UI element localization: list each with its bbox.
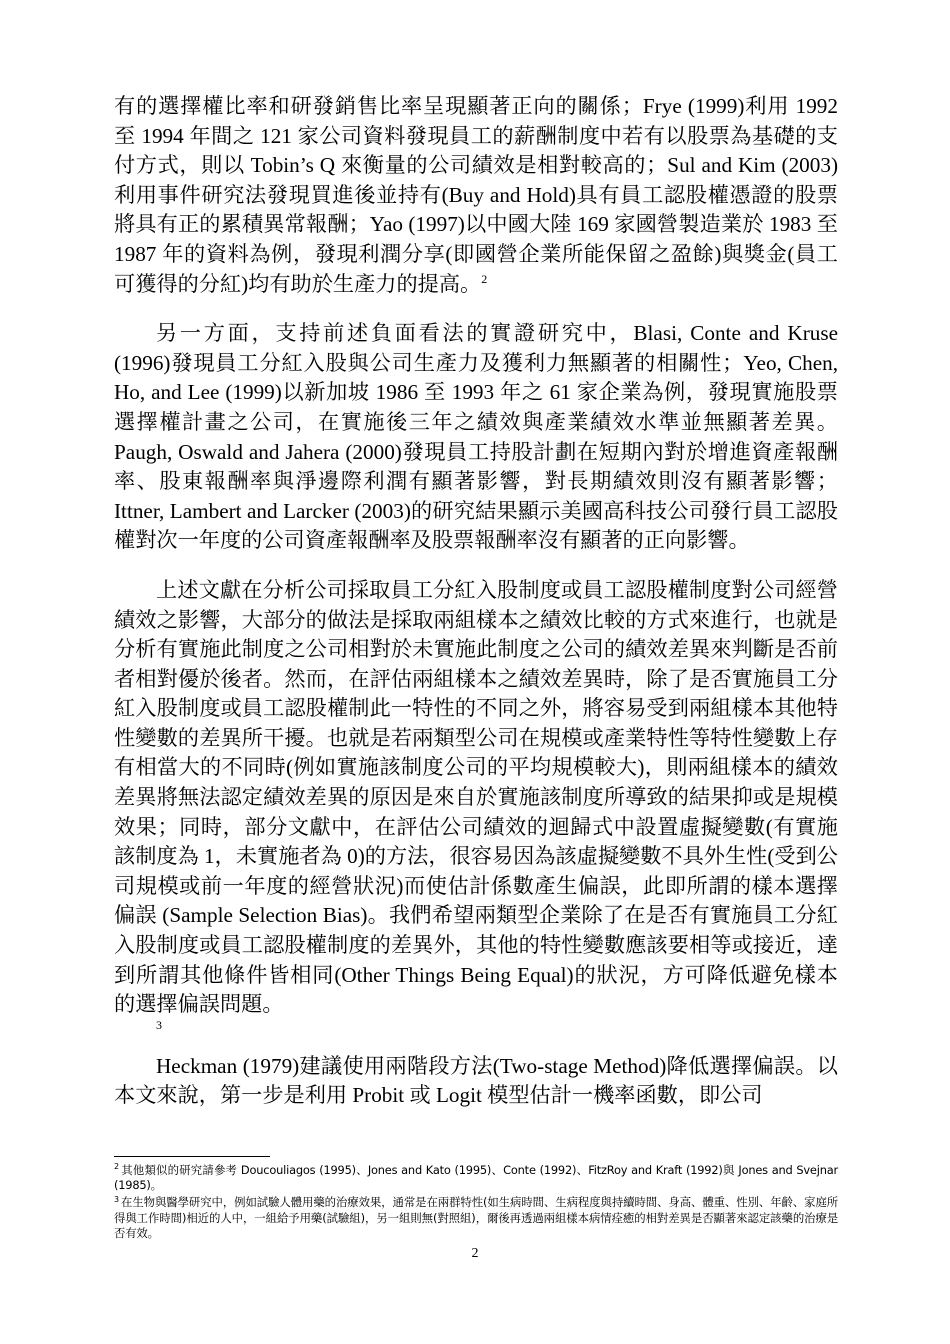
paragraph-2-text: 另一方面，支持前述負面看法的實證研究中，Blasi, Conte and Kruse (1996)發現員工分紅入股與公司生產力及獲利力無顯著的相關性；Yeo, Chen, Ho, and Lee (1999)以新加坡 1986 至 1993 年之 61 家企業為例，發現實施股票選擇權計畫之公司，在實施後三年之績效與產業績效水準並無顯著差異。Paugh, Oswald and Jahera (2000)發現員工持股計劃在短期內對於增進資產報酬率、股東報酬率與淨邊際利潤有顯著影響，對長期績效則沒有顯著影響；Ittner, Lambert and Larcker (2003)的研究結果顯示美國高科技公司發行員工認股權對次一年度的公司資產報酬率及股票報酬率沒有顯著的正向影響。 <box>114 321 838 553</box>
footnote-text: 在生物與醫學研究中，例如試驗人體用藥的治療效果，通常是在兩群特性(如生病時間、生病程度與持續時間、身高、體重、性別、年齡、家庭所得與工作時間)相近的人中，一組給予用藥(試驗組)，另一組則無(對照組)，爾後再透過兩組樣本病情痊癒的相對差異是否顯著來認定該藥的治療是否有效。 <box>114 1195 838 1240</box>
paragraph-4 <box>114 1052 838 1111</box>
footnote-ref-2[interactable]: 2 <box>481 271 488 286</box>
footnote-ref-3[interactable]: 3 <box>156 1017 162 1032</box>
footnote-3 <box>114 1195 838 1241</box>
paragraph-1 <box>114 92 838 299</box>
paragraph-4-text: Heckman (1979)建議使用兩階段方法(Two-stage Method)降低選擇偏誤。以本文來說，第一步是利用 Probit 或 Logit 模型估計一機率函數，即公司 <box>114 1053 838 1108</box>
paragraph-3-text: 上述文獻在分析公司採取員工分紅入股制度或員工認股權制度對公司經營績效之影響，大部分的做法是採取兩組樣本之績效比較的方式來進行，也就是分析有實施此制度之公司相對於未實施此制度之公司的績效差異來判斷是否前者相對優於後者。然而，在評估兩組樣本之績效差異時，除了是否實施員工分紅入股制度或員工認股權制此一特性的不同之外，將容易受到兩組樣本其他特性變數的差異所干擾。也就是若兩類型公司在規模或產業特性等特性變數上存有相當大的不同時(例如實施該制度公司的平均規模較大)，則兩組樣本的績效差異將無法認定績效差異的原因是來自於實施該制度所導致的結果抑或是規模效果；同時，部分文獻中，在評估公司績效的迴歸式中設置虛擬變數(有實施該制度為 1，未實施者為 0)的方法，很容易因為該虛擬變數不具外生性(受到公司規模或前一年度的經營狀況)而使估計係數產生偏誤，此即所謂的樣本選擇偏誤 (Sample Selection Bias)。我們希望兩類型企業除了在是否有實施員工分紅入股制度或員工認股權制度的差異外，其他的特性變數應該要相等或接近，達到所謂其他條件皆相同(Other Things Being Equal)的狀況，方可降低避免樣本的選擇偏誤問題。 <box>114 577 838 1017</box>
paragraph-3 <box>114 576 838 1032</box>
footnote-number: 2 <box>114 1162 119 1172</box>
footnote-separator <box>114 1156 270 1157</box>
page-body <box>114 92 838 1111</box>
footnotes-section <box>114 1156 838 1243</box>
paragraph-2 <box>114 319 838 556</box>
page-number: 2 <box>471 1246 479 1261</box>
footnote-2 <box>114 1163 838 1193</box>
footnote-text: 其他類似的研究請參考 Doucouliagos (1995)、Jones and Kato (1995)、Conte (1992)、FitzRoy and Kraft (1992)與 Jones and Svejnar (1985)。 <box>114 1163 838 1193</box>
paragraph-1-text: 有的選擇權比率和研發銷售比率呈現顯著正向的關係；Frye (1999)利用 1992 至 1994 年間之 121 家公司資料發現員工的薪酬制度中若有以股票為基礎的支付方式，則以 Tobin’s Q 來衡量的公司績效是相對較高的；Sul and Kim (2003)利用事件研究法發現買進後並持有(Buy and Hold)具有員工認股權憑證的股票將具有正的累積異常報酬；Yao (1997)以中國大陸 169 家國營製造業於 1983 至 1987 年的資料為例，發現利潤分享(即國營企業所能保留之盈餘)與獎金(員工可獲得的分紅)均有助於生產力的提高。 <box>114 94 838 296</box>
footnote-number: 3 <box>114 1194 119 1204</box>
